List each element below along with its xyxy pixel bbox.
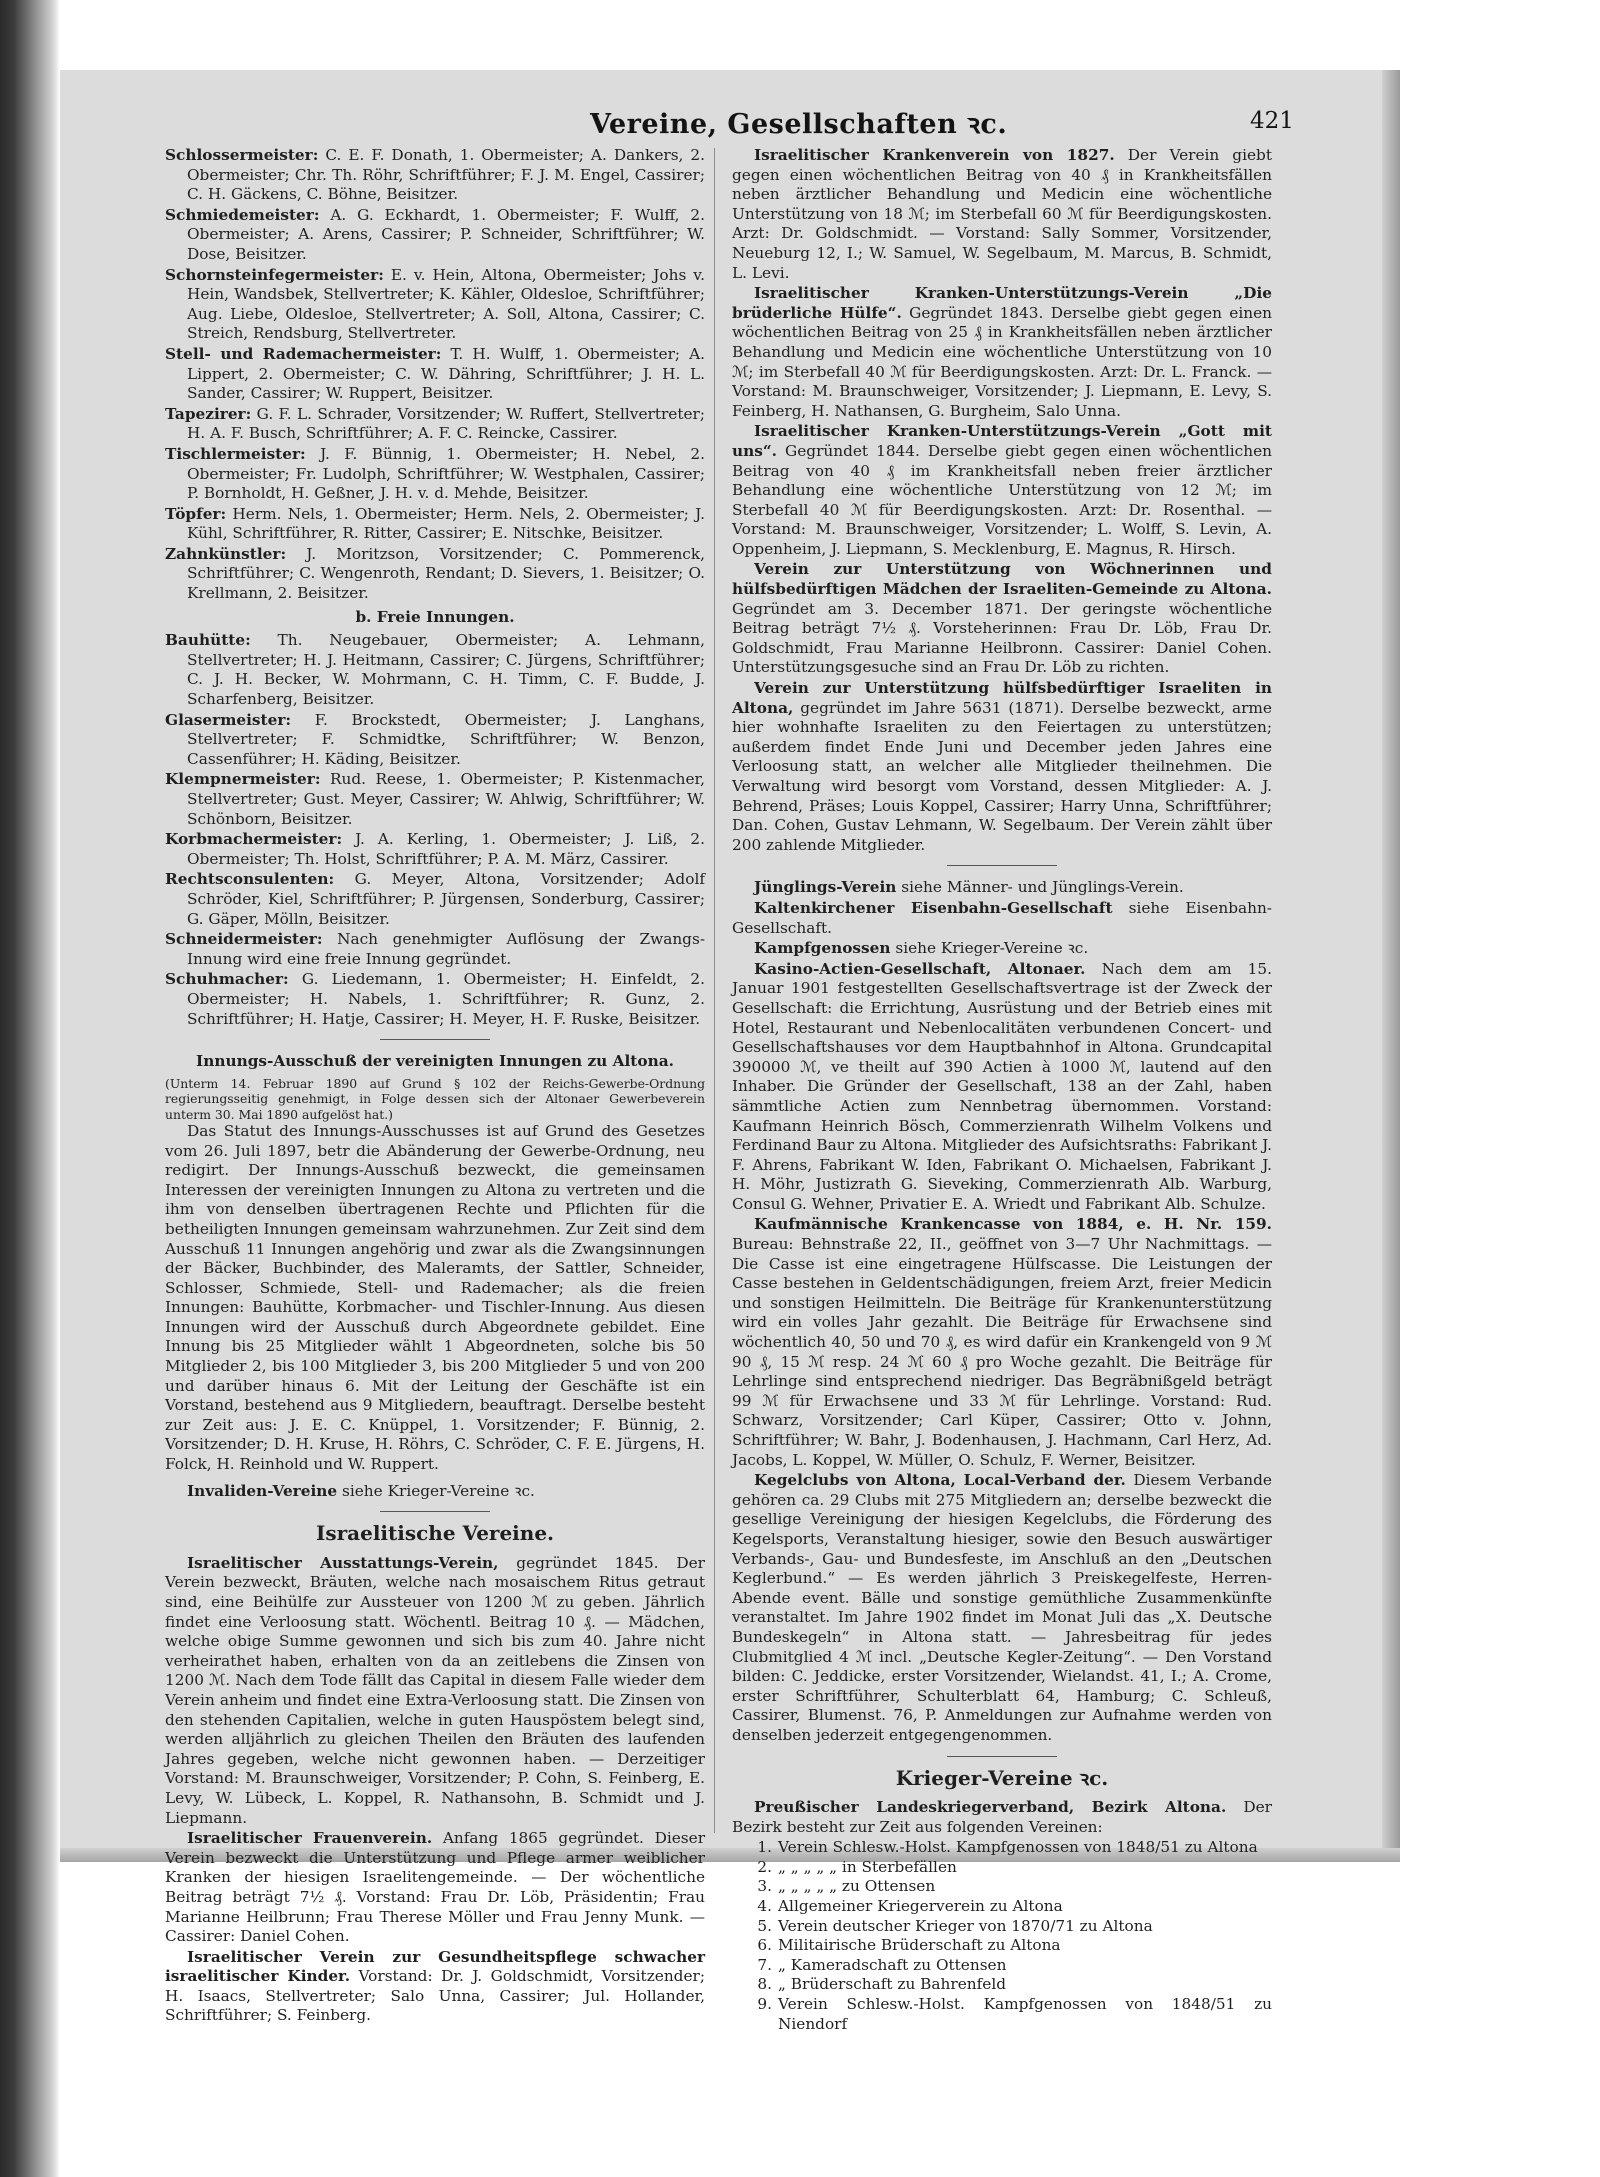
directory-entry [165, 1554, 705, 1828]
directory-entry [732, 146, 1272, 283]
scan-edge-left [0, 0, 60, 2177]
entry-name: Israelitischer Krankenverein von 1827. [754, 146, 1115, 164]
freie-innungen-heading: b. Freie Innungen. [355, 607, 515, 626]
entry-text: gegründet 1845. Der Verein bezweckt, Bräuten, welche nach mosaischem Ritus getraut sind, eine Beihülfe zur Aussteuer von 1200 ℳ zu geben. Jährlich findet eine Verloosung statt. Wöchentl. Beitrag 10 ₰. — Mädchen, welche obige Summe gewonnen und sich bis zum 40. Jahre nicht verheirathet haben, erhalten von da an zeitlebens die Zinsen von 1200 ℳ. Nach dem Tode fällt das Capital in diesem Falle wieder dem Verein anheim und findet eine Extra-Verloosung statt. Die Zinsen von den stehenden Capitalien, welche in guten Hauspöstem belegt sind, werden alljährlich zu gleichen Theilen den Bräuten des laufenden Jahres gegeben, welche nicht gewonnen haben. — Derzeitiger Vorstand: M. Braunschweiger, Vorsitzender; P. Cohn, S. Feinberg, E. Levy, W. Lübeck, L. Koppel, R. Nathansohn, B. Schmidt und J. Liepmann. [165, 1553, 705, 1827]
entry-text: Bureau: Behnstraße 22, II., geöffnet von 3—7 Uhr Nachmittags. — Die Casse ist eine eingetragene Hülfscasse. Die Leistungen der Casse bestehen in Geldentschädigungen, freiem Arzt, freier Medicin und sonstigen Heilmitteln. Die Beiträge für Krankenunterstützung wird ein volles Jahr gezahlt. Die Beiträge für Erwachsene sind wöchentlich 40, 50 und 70 ₰, es wird dafür ein Krankengeld von 9 ℳ 90 ₰, 15 ℳ resp. 24 ℳ 60 ₰ pro Woche gezahlt. Die Beiträge für Lehrlinge sind entsprechend niedriger. Das Begräbnißgeld beträgt 99 ℳ für Erwachsene und 33 ℳ für Lehrlinge. Vorstand: Rud. Schwarz, Vorsitzender; Carl Küper, Cassirer; Otto v. Johnn, Schriftführer; W. Bahr, J. Bodenhausen, J. Hachmann, Carl Herz, Ad. Jacobs, L. Koppel, W. Müller, O. Schulz, F. Werner, Beisitzer. [732, 1235, 1272, 1469]
directory-entry [165, 405, 705, 444]
section-rule [380, 1511, 490, 1512]
column-divider [714, 148, 715, 1833]
entry-name: Israelitischer Verein zur Gesundheitspflege schwacher israelitischer Kinder. [165, 1947, 705, 1986]
list-item-text: Militairische Brüderschaft zu Altona [778, 1936, 1061, 1955]
krieger-vereine-list [732, 1838, 1272, 2034]
entry-text: Vorstand: Dr. J. Goldschmidt, Vorsitzender; H. Isaacs, Stellvertreter; Salo Unna, Cassirer; Jul. Hollander, Schriftführer; S. Feinberg. [165, 1967, 705, 2025]
page-number: 421 [1250, 108, 1294, 134]
entry-text: Anfang 1865 gegründet. Dieser Verein bezweckt die Unterstützung und Pflege armer weiblicher Kranken der hiesigen Israelitengemeinde. — Der wöchentliche Beitrag beträgt 7½ ₰. Vorstand: Frau Dr. Löb, Präsidentin; Frau Marianne Heilbrunn; Frau Therese Möller und Frau Jenny Munk. — Cassirer: Daniel Cohen. [165, 1829, 706, 1946]
ausschuss-text: Das Statut des Innungs-Ausschusses ist auf Grund des Gesetzes vom 26. Juli 1897, betr die Abänderung der Gewerbe-Ordnung, neu redigirt. Der Innungs-Ausschuß bezweckt, die gemeinsamen Interessen der vereinigten Innungen zu Altona zu vertreten und die ihm von denselben übertragenen Rechte und Pflichten für die betheiligten Innungen gemeinsam wahrzunehmen. Zur Zeit sind dem Ausschuß 11 Innungen angehörig und zwar als die Zwangsinnungen der Bäcker, Buchbinder, des Maleramts, der Sattler, Schneider, Schlosser, Schmiede, Stell- und Rademacher; als die freien Innungen: Bauhütte, Korbmacher- und Tischler-Innung. Aus diesen Innungen wird der Ausschuß durch Abgeordnete gebildet. Eine Innung bis 25 Mitglieder wählt 1 Abgeordneten, solche bis 50 Mitglieder 2, bis 100 Mitglieder 3, bis 200 Mitglieder 5 und von 200 und darüber hinaus 6. Mit der Leitung der Geschäfte ist ein Vorstand, bestehend aus 9 Mitgliedern, beauftragt. Derselbe besteht zur Zeit aus: J. E. C. Knüppel, 1. Vorsitzender; F. Bünnig, 2. Vorsitzender; D. H. Kruse, H. Röhrs, C. Schröder, C. F. E. Jürgens, H. Folck, H. Reinhold und W. Ruppert. [165, 1121, 705, 1474]
list-item-text: „ Brüderschaft zu Bahrenfeld [778, 1975, 1007, 1994]
entry-name: Rechtsconsulenten: [165, 870, 335, 889]
entry-name: Israelitischer Frauenverein. [187, 1829, 433, 1848]
entry-name: Jünglings-Verein [754, 878, 897, 897]
israelitische-vereine-cont-list [732, 146, 1272, 855]
ausschuss-heading: Innungs-Ausschuß der vereinigten Innungen zu Altona. [196, 1052, 674, 1071]
page-right-shadow [1382, 70, 1400, 1860]
page-title: Vereine, Gesellschaften ꝛc. [590, 109, 1008, 140]
directory-entry [165, 146, 705, 205]
list-item-number: 1. [757, 1838, 772, 1857]
entry-name: Preußischer Landeskriegerverband, Bezirk Altona. [754, 1798, 1227, 1817]
entry-text: Rud. Reese, 1. Obermeister; P. Kistenmacher, Stellvertreter; Gust. Meyer, Cassirer; W. Ahlwig, Schriftführer; W. Schönborn, Beisitzer. [187, 770, 705, 828]
list-item-text: „ Kameradschaft zu Ottensen [778, 1955, 1007, 1974]
list-item-text: Allgemeiner Kriegerverein zu Altona [778, 1897, 1063, 1916]
entry-name: Tischlermeister: [165, 444, 306, 463]
entry-text: T. H. Wulff, 1. Obermeister; A. Lippert, 2. Obermeister; C. W. Dähring, Schriftführer; J. H. L. Sander, Cassirer; W. Ruppert, Beisitzer. [187, 344, 706, 403]
entry-name: Israelitischer Kranken-Unterstützungs-Verein „Die brüderliche Hülfe“. [732, 284, 1272, 322]
entry-name: Korbmachermeister: [165, 830, 343, 849]
list-item-text: Verein Schlesw.-Holst. Kampfgenossen von 1848/51 zu Niendorf [778, 1995, 1272, 2033]
entry-text: siehe Männer- und Jünglings-Verein. [901, 878, 1184, 897]
directory-entry [165, 970, 705, 1029]
list-item-number: 7. [757, 1955, 772, 1974]
list-item-text: Verein Schlesw.-Holst. Kampfgenossen von 1848/51 zu Altona [778, 1838, 1258, 1857]
entry-text: Gegründet am 3. December 1871. Der geringste wöchentliche Beitrag beträgt 7½ ₰. Vorsteherinnen: Frau Dr. Löb, Frau Dr. Goldschmidt, Frau Marianne Heilbronn. Cassirer: Daniel Cohen. Unterstützungsgesuche sind an Frau Dr. Löb zu richten. [732, 599, 1272, 677]
page-header [120, 102, 1320, 142]
entry-name: Schlossermeister: [165, 146, 319, 164]
innungen-list [165, 146, 705, 604]
list-item [732, 1838, 1272, 1858]
directory-entry [165, 445, 705, 504]
entry-name: Israelitischer Ausstattungs-Verein, [187, 1553, 499, 1572]
list-item-text: Verein deutscher Krieger von 1870/71 zu Altona [778, 1916, 1153, 1935]
directory-entry [165, 930, 705, 969]
krieger-vereine-heading: Krieger-Vereine ꝛc. [895, 1765, 1109, 1790]
directory-entry [165, 1829, 705, 1947]
ausschuss-note: (Unterm 14. Februar 1890 auf Grund § 102 der Reichs-Gewerbe-Ordnung regierungsseitig genehmigt, in Folge dessen sich der Altonaer Gewerbeverein unterm 30. Mai 1890 aufgelöst hat.) [165, 1075, 705, 1122]
entry-text: Nach dem am 15. Januar 1901 festgestellten Gesellschaftsvertrage ist der Zweck der Gesellschaft: die Errichtung, Ausrüstung und der Betrieb eines mit Hotel, Restaurant und Nebenlocalitäten verbundenen Concert- und Gesellschaftshauses vor dem Hauptbahnhof in Altona. Grundcapital 390000 ℳ, ve theilt auf 390 Actien à 1000 ℳ, lautend auf den Inhaber. Die Gründer der Gesellschaft, 138 an der Zahl, haben sämmtliche Actien zum Nennbetrag übernommen. Vorstand: Kaufmann Heinrich Bösch, Commerzienrath Wilhelm Volkens und Ferdinand Baur zu Altona. Mitglieder des Aufsichtsraths: Fabrikant J. F. Ahrens, Fabrikant W. Iden, Fabrikant O. Michaelsen, Fabrikant J. H. Möhr, Justizrath G. Sieveking, Commerzienrath Alb. Warburg, Consul G. Wehner, Privatier E. A. Wriedt und Fabrikant Alb. Schulze. [732, 959, 1272, 1213]
list-item [732, 1936, 1272, 1956]
entry-name: Schuhmacher: [165, 970, 289, 989]
entry-name: Kaufmännische Krankencasse von 1884, e. H. Nr. 159. [754, 1215, 1272, 1234]
section-rule [380, 1039, 490, 1040]
entry-text: Nach genehmigter Auflösung der Zwangs-Innung wird eine freie Innung gegründet. [187, 930, 705, 968]
left-column [165, 146, 705, 2027]
entry-text: J. F. Bünnig, 1. Obermeister; H. Nebel, 2. Obermeister; Fr. Ludolph, Schriftführer; W. Westphalen, Cassirer; P. Bornholdt, H. Geßner, J. H. v. d. Mehde, Beisitzer. [187, 444, 705, 503]
list-item-number: 6. [757, 1936, 772, 1955]
list-item [732, 1975, 1272, 1995]
entry-text: Der Verein giebt gegen einen wöchentlichen Beitrag von 40 ₰ in Krankheitsfällen neben ärztlicher Behandlung und Medicin eine wöchentliche Unterstützung von 18 ℳ; im Sterbefall 60 ℳ für Beerdigungskosten. Arzt: Dr. Goldschmidt. — Vorstand: Sally Sommer, Vorsitzender, Neueburg 12, I.; W. Samuel, W. Segelbaum, M. Marcus, B. Schmidt, L. Levi. [732, 146, 1272, 282]
entry-text: gegründet im Jahre 5631 (1871). Derselbe bezweckt, arme hier wohnhafte Israeliten zu den Feiertagen zu unterstützen; außerdem findet Ende Juni und December jeden Jahres eine Verloosung statt, an welcher alle Mitglieder theilnehmen. Die Verwaltung wird besorgt vom Vorstand, dessen Mitglieder: A. J. Behrend, Präses; Louis Koppel, Cassirer; Harry Unna, Schriftführer; Dan. Cohen, Gustav Lehmann, W. Segelbaum. Der Verein zählt über 200 zahlende Mitglieder. [732, 698, 1272, 854]
list-item-text: „ „ „ „ „ in Sterbefällen [778, 1857, 957, 1876]
directory-entry [732, 939, 1272, 959]
directory-entry [732, 1471, 1272, 1745]
directory-entry [165, 345, 705, 404]
directory-entry [165, 545, 705, 604]
list-item [732, 1877, 1272, 1897]
list-item [732, 1956, 1272, 1976]
directory-entry [732, 422, 1272, 559]
entry-name: Bauhütte: [165, 631, 251, 650]
israelitische-vereine-list [165, 1554, 705, 2026]
entry-text: E. v. Hein, Altona, Obermeister; Johs v. Hein, Wandsbek, Stellvertreter; K. Kähler, Oldesloe, Schriftführer; Aug. Liebe, Oldesloe, Stellvertreter; A. Soll, Altona, Cassirer; C. Streich, Rendsburg, Stellvertreter. [187, 265, 705, 343]
entry-name: Klempnermeister: [165, 770, 321, 789]
entry-name: Schmiedemeister: [165, 205, 320, 224]
entry-name: Schneidermeister: [165, 930, 323, 949]
freie-innungen-list [165, 631, 705, 1029]
directory-entry [732, 679, 1272, 855]
directory-entry [165, 870, 705, 929]
entry-text: Gegründet 1843. Derselbe giebt gegen einen wöchentlichen Beitrag von 25 ₰ in Krankheitsfällen neben ärztlicher Behandlung und Medicin eine wöchentliche Unterstützung von 10 ℳ; im Sterbefall 40 ℳ für Beerdigungskosten. Arzt: Dr. L. Franck. — Vorstand: M. Braunschweiger, Vorsitzender; J. Liepmann, E. Levy, S. Feinberg, H. Nathansen, G. Burgheim, Salo Unna. [732, 303, 1272, 420]
invaliden-entry [165, 1482, 705, 1502]
directory-entry [732, 560, 1272, 678]
entry-text: siehe Eisenbahn-Gesellschaft. [732, 898, 1272, 937]
israelitische-vereine-heading: Israelitische Vereine. [315, 1521, 555, 1546]
entry-text: Gegründet 1844. Derselbe giebt gegen einen wöchentlichen Beitrag von 40 ₰ im Krankheitsfall neben freier ärztlicher Behandlung eine wöchentliche Unterstützung von 12 ℳ; im Sterbefall 40 ℳ für Beerdigungskosten. Arzt: Dr. Rosenthal. — Vorstand: M. Braunschweiger, Vorsitzender; L. Wolff, S. Levin, A. Oppenheim, J. Liepmann, S. Mecklenburg, E. Magnus, R. Hirsch. [732, 441, 1272, 558]
list-item-text: „ „ „ „ „ zu Ottensen [778, 1877, 936, 1896]
list-item [732, 1917, 1272, 1937]
list-item [732, 1858, 1272, 1878]
entry-name: Zahnkünstler: [165, 544, 287, 563]
directory-entry [165, 711, 705, 770]
entry-text: siehe Krieger-Vereine ꝛc. [342, 1481, 535, 1500]
list-item-number: 5. [757, 1916, 772, 1935]
directory-entry [165, 770, 705, 829]
entry-name: Tapezirer: [165, 404, 252, 423]
section-rule [947, 1756, 1057, 1757]
entry-name: Kegelclubs von Altona, Local-Verband der. [754, 1471, 1126, 1490]
entry-name: Glasermeister: [165, 710, 292, 729]
j-k-entries-list [732, 878, 1272, 1745]
entry-name: Kaltenkirchener Eisenbahn-Gesellschaft [754, 898, 1113, 917]
entry-text: Th. Neugebauer, Obermeister; A. Lehmann, Stellvertreter; H. J. Heitmann, Cassirer; C. Jürgens, Schriftführer; C. J. H. Becker, W. Mohrmann, C. H. Timm, C. F. Budde, J. Scharfenberg, Beisitzer. [187, 631, 705, 709]
list-item-number: 9. [757, 1995, 772, 2014]
directory-entry [165, 1948, 705, 2026]
entry-name: Verein zur Unterstützung von Wöchnerinnen und hülfsbedürftigen Mädchen der Israeliten-Gemeinde zu Altona. [732, 560, 1272, 599]
list-item-number: 2. [757, 1857, 772, 1876]
entry-name: Töpfer: [165, 504, 227, 523]
directory-entry [732, 1215, 1272, 1470]
entry-name: Kampfgenossen [754, 939, 891, 958]
directory-entry [732, 284, 1272, 421]
entry-name: Schornsteinfegermeister: [165, 265, 384, 284]
list-item [732, 1995, 1272, 2034]
list-item [732, 1897, 1272, 1917]
entry-name: Kasino-Actien-Gesellschaft, Altonaer. [754, 959, 1086, 978]
entry-text: J. Moritzson, Vorsitzender; C. Pommerenck, Schriftführer; C. Wengenroth, Rendant; D. Sievers, 1. Beisitzer; O. Krellmann, 2. Beisitzer. [187, 544, 705, 603]
entry-text: F. Brockstedt, Obermeister; J. Langhans, Stellvertreter; F. Schmidtke, Schriftführer; W. Benzon, Cassenführer; H. Käding, Beisitzer. [187, 710, 705, 768]
directory-entry [165, 631, 705, 709]
directory-entry [165, 206, 705, 265]
list-item-number: 4. [757, 1897, 772, 1916]
entry-name: Verein zur Unterstützung hülfsbedürftiger Israeliten in Altona, [732, 679, 1272, 717]
entry-text: G. F. L. Schrader, Vorsitzender; W. Ruffert, Stellvertreter; H. A. F. Busch, Schriftführer; A. F. C. Reincke, Cassirer. [187, 404, 705, 443]
directory-entry [732, 960, 1272, 1215]
entry-name: Invaliden-Vereine [187, 1481, 338, 1500]
entry-text: Diesem Verbande gehören ca. 29 Clubs mit 275 Mitgliedern an; derselbe bezweckt die gesellige Vereinigung der hiesigen Kegelclubs, die Förderung des Kegelsports, Veranstaltung hiesiger, sowie den Besuch auswärtiger Verbands-, Gau- und Bundesfeste, im Anschluß an den „Deutschen Keglerbund.“ — Es werden jährlich 3 Preiskegelfeste, Herren-Abende event. Bälle und sonstige gemüthliche Zusammenkünfte veranstaltet. Im Jahre 1902 findet im Monat Juli das „X. Deutsche Bundeskegeln“ in Altona statt. — Jahresbeitrag für jedes Clubmitglied 4 ℳ incl. „Deutsche Kegler-Zeitung“. — Den Vorstand bilden: C. Jeddicke, erster Vorsitzender, Wielandst. 41, I.; A. Crome, erster Schriftführer, Schulterblatt 64, Hamburg; C. Schleuß, Cassirer, Blumenst. 76, P. Anmeldungen zur Aufnahme werden von denselben jederzeit entgegengenommen. [732, 1471, 1272, 1744]
entry-text: A. G. Eckhardt, 1. Obermeister; F. Wulff, 2. Obermeister; A. Arens, Cassirer; P. Schneider, Schriftführer; W. Dose, Beisitzer. [187, 205, 705, 263]
entry-text: Der Bezirk besteht zur Zeit aus folgenden Vereinen: [732, 1798, 1272, 1836]
entry-text: G. Meyer, Altona, Vorsitzender; Adolf Schröder, Kiel, Schriftführer; P. Jürgensen, Sonderburg, Cassirer; G. Gäper, Mölln, Beisitzer. [187, 870, 705, 928]
entry-name: Israelitischer Kranken-Unterstützungs-Verein „Gott mit uns“. [732, 422, 1272, 460]
directory-entry [165, 830, 705, 869]
directory-entry [732, 878, 1272, 898]
section-rule [947, 865, 1057, 866]
list-item-number: 8. [757, 1975, 772, 1994]
entry-text: C. E. F. Donath, 1. Obermeister; A. Dankers, 2. Obermeister; Chr. Th. Röhr, Schriftführer; F. J. M. Engel, Cassirer; C. H. Gäckens, C. Böhne, Beisitzer. [187, 146, 705, 204]
directory-entry [165, 505, 705, 544]
entry-text: G. Liedemann, 1. Obermeister; H. Einfeldt, 2. Obermeister; H. Nabels, 1. Schriftführer; R. Gunz, 2. Schriftführer; H. Hatje, Cassirer; H. Meyer, H. F. Ruske, Beisitzer. [187, 970, 705, 1028]
directory-entry [732, 899, 1272, 938]
entry-text: Herm. Nels, 1. Obermeister; Herm. Nels, 2. Obermeister; J. Kühl, Schriftführer, R. Ritter, Cassirer; E. Nitschke, Beisitzer. [187, 504, 705, 543]
list-item-number: 3. [757, 1877, 772, 1896]
right-column [732, 146, 1272, 2034]
directory-entry [165, 266, 705, 344]
entry-name: Stell- und Rademachermeister: [165, 344, 442, 363]
entry-text: siehe Krieger-Vereine ꝛc. [895, 939, 1089, 958]
krieger-intro [732, 1798, 1272, 1837]
entry-text: J. A. Kerling, 1. Obermeister; J. Liß, 2. Obermeister; Th. Holst, Schriftführer; P. A. M. März, Cassirer. [187, 830, 705, 868]
